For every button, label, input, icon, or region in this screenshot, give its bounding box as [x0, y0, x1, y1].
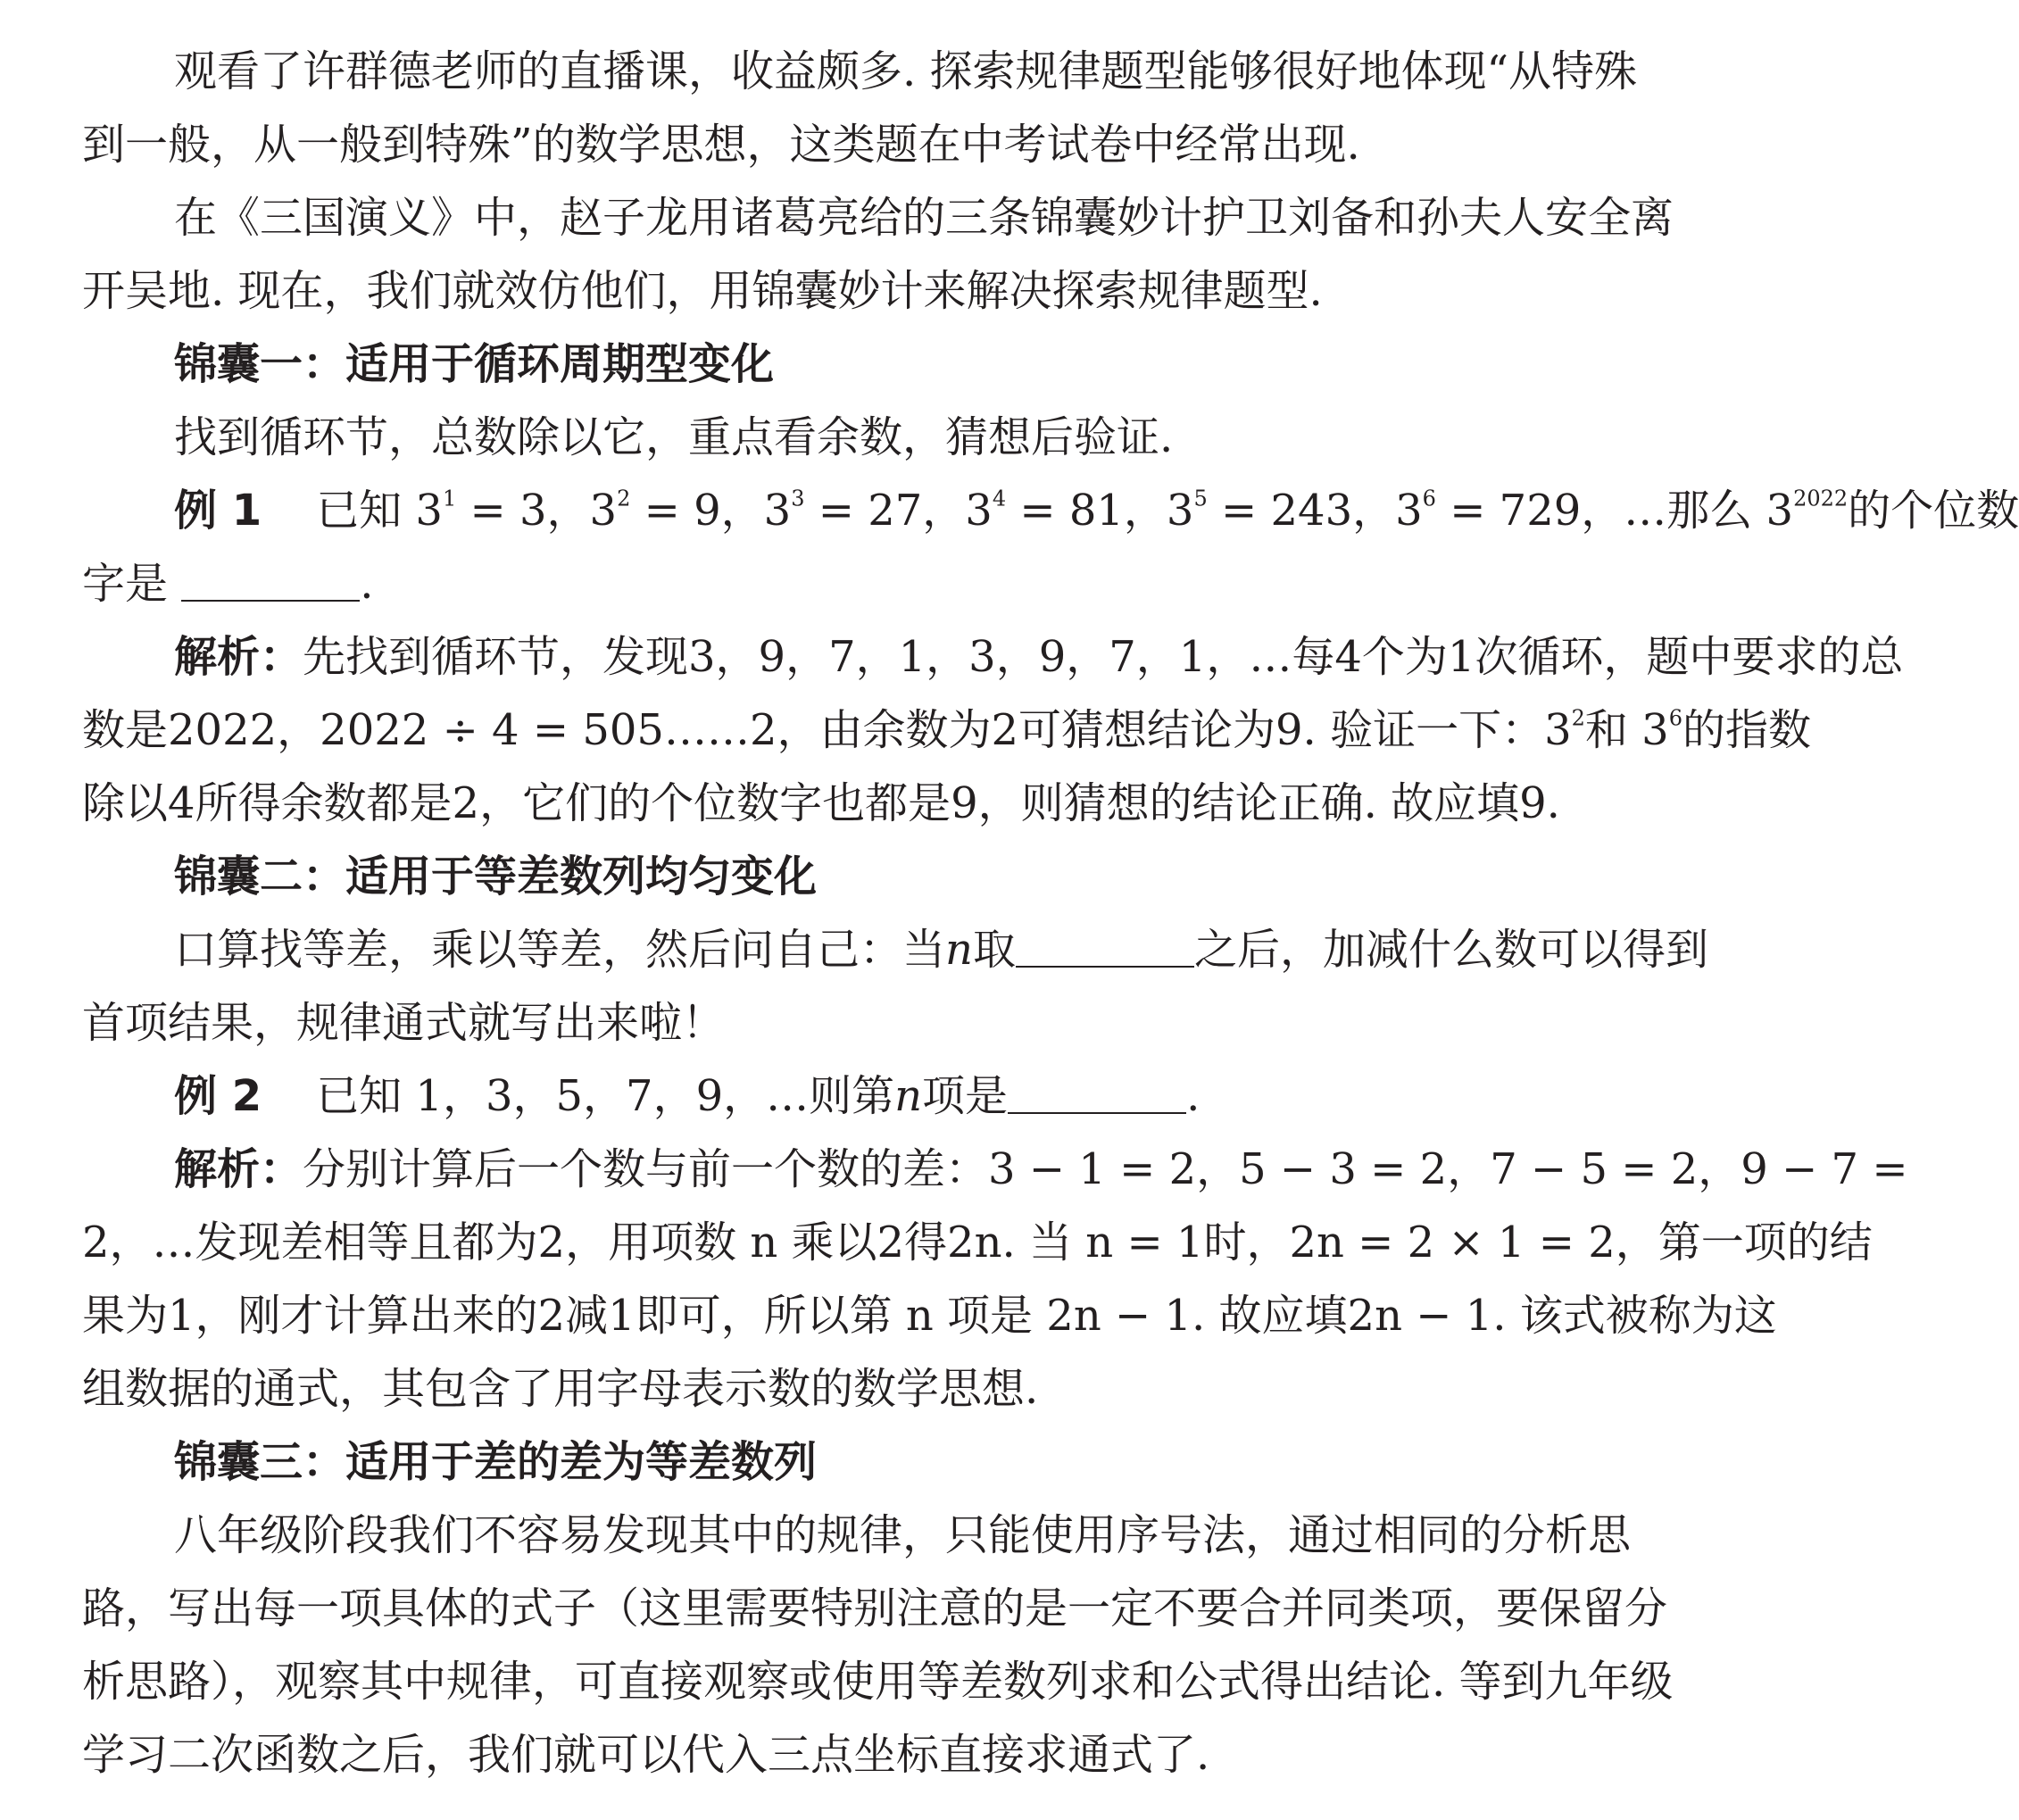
- answer-blank: [1008, 1076, 1186, 1114]
- analysis-label: 解析：: [174, 632, 303, 682]
- example-2-analysis-line-1: 解析：分别计算后一个数与前一个数的差：3 − 1 = 2，5 − 3 = 2，7 − 5 = 2，9 − 7 =: [174, 1144, 1908, 1194]
- example-1-analysis-line-3: 除以4所得余数都是2，它们的个位数字也都是9，则猜想的结论正确. 故应填9.: [82, 778, 1560, 828]
- tip-3-paragraph-line-4: 学习二次函数之后，我们就可以代入三点坐标直接求通式了.: [82, 1730, 1210, 1780]
- example-2-analysis-line-4: 组数据的通式，其包含了用字母表示数的数学思想.: [82, 1364, 1039, 1414]
- intro-paragraph-2-line-1: 在《三国演义》中，赵子龙用诸葛亮给的三条锦囊妙计护卫刘备和孙夫人安全离: [174, 193, 1674, 243]
- tip-3-paragraph-line-2: 路，写出每一项具体的式子（这里需要特别注意的是一定不要合并同类项，要保留分: [82, 1583, 1668, 1633]
- example-1-analysis-line-1: 解析：先找到循环节，发现3，9，7，1，3，9，7，1，…每4个为1次循环，题中要求的总: [174, 632, 1904, 682]
- example-1-question-line-2: 字是 .: [82, 559, 374, 609]
- intro-paragraph-1-line-2: 到一般，从一般到特殊”的数学思想，这类题在中考试卷中经常出现.: [82, 120, 1360, 170]
- example-1-question-line-1: [174, 482, 2019, 539]
- tip-2-description-line-2: 首项结果，规律通式就写出来啦！: [82, 998, 726, 1048]
- tip-3-paragraph-line-3: 析思路），观察其中规律，可直接观察或使用等差数列求和公式得出结论. 等到九年级: [82, 1657, 1674, 1707]
- tip-2-description-line-1: 口算找等差，乘以等差，然后问自己：当n取 之后，加减什么数可以得到: [174, 925, 1708, 975]
- tip-3-heading: 锦囊三：适用于差的差为等差数列: [174, 1437, 818, 1487]
- example-1-analysis-line-2: 数是2022，2022 ÷ 4 = 505……2，由余数为2可猜想结论为9. 验证一下：$3^2$和 $3^6$的指数: [82, 705, 1812, 755]
- tip-3-paragraph-line-1: 八年级阶段我们不容易发现其中的规律，只能使用序号法，通过相同的分析思: [174, 1510, 1632, 1560]
- tip-1-description: 找到循环节，总数除以它，重点看余数，猜想后验证.: [174, 412, 1174, 462]
- answer-blank: [181, 564, 360, 602]
- example-2-analysis-line-2: 2，…发现差相等且都为2，用项数 n 乘以2得2n. 当 n = 1时，2n = 2 × 1 = 2，第一项的结: [82, 1217, 1873, 1267]
- tip-2-heading: 锦囊二：适用于等差数列均匀变化: [174, 852, 818, 902]
- intro-paragraph-2-line-2: 开吴地. 现在，我们就效仿他们，用锦囊妙计来解决探索规律题型.: [82, 266, 1323, 316]
- analysis-label: 解析：: [174, 1144, 303, 1194]
- example-1-text: 已知 $3^1 = 3$，$3^2 = 9$，$3^3 = 27$，$3^4 = 81$，$3^5 = 243$，$3^6 = 729$，…那么 $3^{2022}$的个位数: [316, 486, 2019, 536]
- answer-blank: [1016, 930, 1194, 968]
- tip-1-heading: 锦囊一：适用于循环周期型变化: [174, 339, 775, 389]
- example-2-label: 例 2: [174, 1071, 262, 1121]
- example-2-analysis-line-3: 果为1，刚才计算出来的2减1即可，所以第 n 项是 2n − 1. 故应填2n − 1. 该式被称为这: [82, 1291, 1777, 1341]
- example-1-label: 例 1: [174, 486, 262, 536]
- example-2-question: 例 2 已知 1，3，5，7，9，…则第n项是 .: [174, 1071, 1201, 1121]
- intro-paragraph-1-line-1: 观看了许群德老师的直播课，收益颇多. 探索规律题型能够很好地体现“从特殊: [174, 46, 1638, 96]
